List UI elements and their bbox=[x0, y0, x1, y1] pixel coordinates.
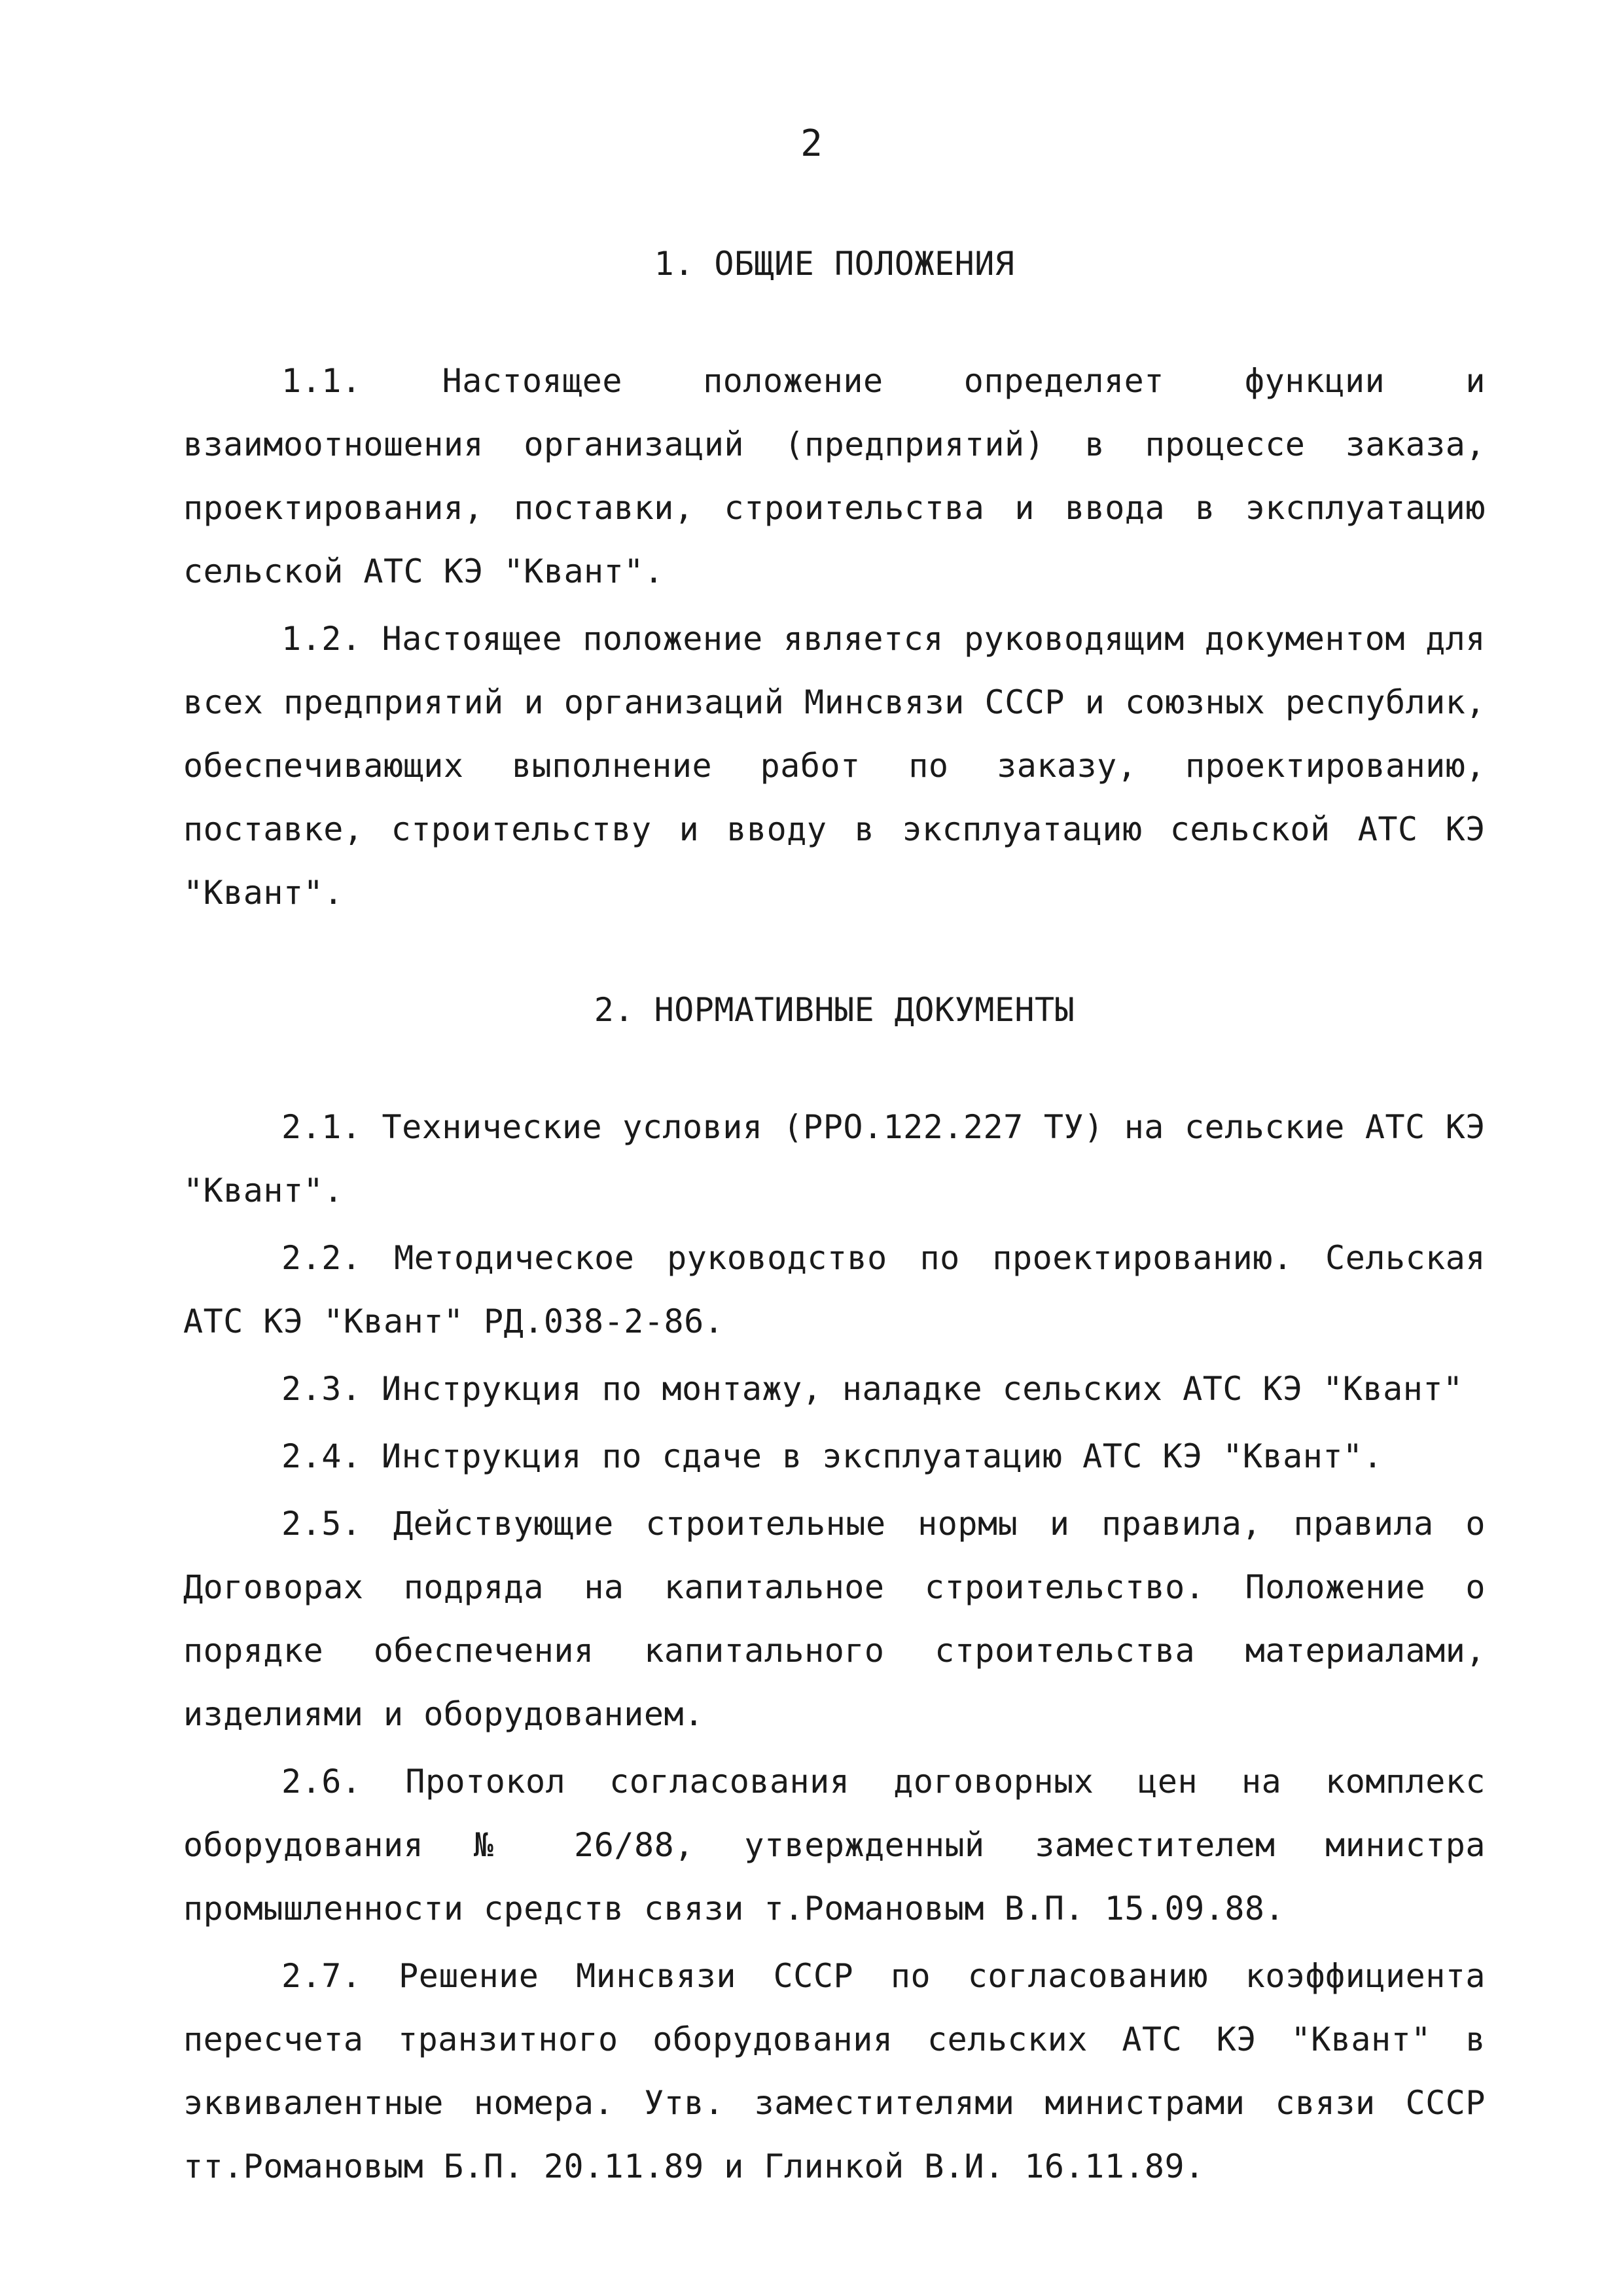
spacer bbox=[183, 925, 1486, 978]
page-number: 2 bbox=[800, 122, 823, 165]
paragraph-2-1: 2.1. Технические условия (РРО.122.227 ТУ) на сельские АТС КЭ "Квант". bbox=[183, 1108, 1486, 1210]
paragraph-2-7: 2.7. Решение Минсвязи СССР по согласованию коэффициента пересчета транзитного оборудования сельских АТС КЭ "Квант" в эквивалентные номера. Утв. заместителями министрами связи СССР тт.Романовым Б.П. 20.11.89 и Глинкой В.И. 16.11.89. bbox=[183, 1957, 1486, 2185]
spacer bbox=[183, 296, 1486, 350]
section-heading-normative: 2. НОРМАТИВНЫЕ ДОКУМЕНТЫ bbox=[594, 991, 1075, 1029]
paragraph-2-4: 2.4. Инструкция по сдаче в эксплуатацию АТС КЭ "Квант". bbox=[281, 1437, 1383, 1475]
paragraph-2-3: 2.3. Инструкция по монтажу, наладке сельских АТС КЭ "Квант" bbox=[281, 1370, 1463, 1408]
spacer bbox=[183, 1042, 1486, 1096]
document-body bbox=[183, 232, 1486, 2198]
paragraph-1-2: 1.2. Настоящее положение является руководящим документом для всех предприятий и организаций Минсвязи СССР и союзных республик, обеспечивающих выполнение работ по заказу, проектированию, поставке, строительству и вводу в эксплуатацию сельской АТС КЭ "Квант". bbox=[183, 620, 1486, 912]
paragraph-2-2: 2.2. Методическое руководство по проектированию. Сельская АТС КЭ "Квант" РД.038-2-86. bbox=[183, 1239, 1486, 1340]
paragraph-2-5: 2.5. Действующие строительные нормы и правила, правила о Договорах подряда на капитальное строительство. Положение о порядке обеспечения капитального строительства материалами, изделиями и оборудованием. bbox=[183, 1505, 1486, 1733]
paragraph-1-1: 1.1. Настоящее положение определяет функции и взаимоотношения организаций (предприятий) в процессе заказа, проектирования, поставки, строительства и ввода в эксплуатацию сельской АТС КЭ "Квант". bbox=[183, 362, 1486, 590]
paragraph-2-6: 2.6. Протокол согласования договорных цен на комплекс оборудования № 26/88, утвержденный заместителем министра промышленности средств связи т.Романовым В.П. 15.09.88. bbox=[183, 1763, 1486, 1928]
section-heading-general: 1. ОБЩИЕ ПОЛОЖЕНИЯ bbox=[654, 245, 1015, 283]
